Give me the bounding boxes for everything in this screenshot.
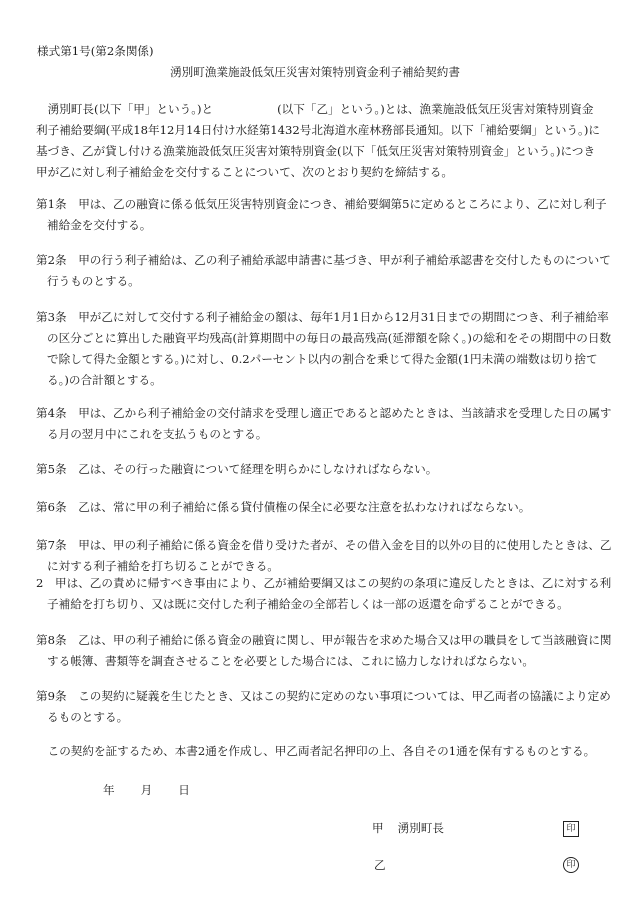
article-text: 乙は、常に甲の利子補給に係る貸付債権の保全に必要な注意を払わなければならない。	[78, 500, 531, 514]
article-label: 第2条	[36, 253, 67, 267]
article-2	[36, 250, 613, 292]
article-text: 甲は、乙の融資に係る低気圧災害特別資金につき、補給要綱第5に定めるところにより、乙に対し利子補給金を交付する。	[47, 197, 607, 232]
party-a-label: 甲	[372, 821, 384, 835]
article-5	[36, 459, 613, 480]
article-6	[36, 497, 613, 518]
preamble-part1: 湧別町長(以下「甲」という。)と	[47, 102, 214, 116]
form-number: 様式第1号(第2条関係)	[37, 44, 154, 58]
preamble-part2: (以下「乙」という。)とは、漁業施設低気圧災害対策特別資金利子補給要綱(平成18年12月14日付け水経第1432号北海道水産林務部長通知。以下「補給要綱」という。)に基づき、乙が貸し付ける漁業施設低気圧災害対策特別資金(以下「低気圧災害対策特別資金」という。)につき甲が乙に対し利子補給金を交付することについて、次のとおり契約を締結する。	[36, 102, 600, 179]
article-4	[36, 403, 613, 445]
article-text: 甲の行う利子補給は、乙の利子補給承認申請書に基づき、甲が利子補給承認書を交付したものについて行うものとする。	[47, 253, 611, 288]
article-text: 乙は、その行った融資について経理を明らかにしなければならない。	[78, 462, 438, 476]
article-7-paragraph-2	[36, 573, 613, 615]
article-text: この契約に疑義を生じたとき、又はこの契約に定めのない事項については、甲乙両者の協議により定めるものとする。	[47, 689, 611, 724]
article-1	[36, 194, 613, 236]
closing-statement: この契約を証するため、本書2通を作成し、甲乙両者記名押印の上、各自その1通を保有するものとする。	[47, 744, 596, 758]
preamble	[36, 99, 602, 183]
article-3	[36, 307, 613, 391]
date-day: 日	[178, 783, 190, 797]
party-a-seal-icon: 印	[563, 821, 579, 837]
date-month: 月	[140, 783, 153, 797]
article-text: 甲は、乙から利子補給金の交付請求を受理し適正であると認めたときは、当該請求を受理した日の属する月の翌月中にこれを支払うものとする。	[47, 406, 612, 441]
article-8	[36, 630, 613, 672]
article-label: 第8条	[36, 633, 67, 647]
party-b-label: 乙	[374, 858, 386, 872]
article-label: 第1条	[36, 197, 67, 211]
document-title: 湧別町漁業施設低気圧災害対策特別資金利子補給契約書	[170, 65, 460, 79]
article-label: 第3条	[36, 310, 67, 324]
article-label: 第5条	[36, 462, 67, 476]
article-text: 甲は、甲の利子補給に係る資金を借り受けた者が、その借入金を目的以外の目的に使用したときは、乙に対する利子補給を打ち切ることができる。	[47, 538, 612, 573]
article-text: 甲が乙に対して交付する利子補給金の額は、毎年1月1日から12月31日までの期間につき、利子補給率の区分ごとに算出した融資平均残高(計算期間中の毎日の最高残高(延滞額を除く。)の総和をその期間中の日数で除して得た金額とする。)に対し、0.2パーセント以内の割合を乗じて得た金額(1円未満の端数は切り捨てる。)の合計額とする。	[47, 310, 612, 387]
article-7	[36, 535, 613, 577]
paragraph-label: 2	[36, 576, 44, 590]
article-text: 乙は、甲の利子補給に係る資金の融資に関し、甲が報告を求めた場合又は甲の職員をして当該融資に関する帳簿、書類等を調査させることを必要とした場合には、これに協力しなければならない。	[47, 633, 612, 668]
article-label: 第6条	[36, 500, 67, 514]
article-label: 第7条	[36, 538, 67, 552]
party-a-signature	[372, 818, 444, 839]
date-year: 年	[103, 783, 115, 797]
article-text: 甲は、乙の責めに帰すべき事由により、乙が補給要綱又はこの契約の条項に違反したときは、乙に対する利子補給を打ち切り、又は既に交付した利子補給金の全部若しくは一部の返還を命ずることができる。	[47, 576, 612, 611]
article-9	[36, 686, 613, 728]
preamble-paragraph	[36, 99, 602, 183]
party-a-name: 湧別町長	[397, 821, 444, 835]
article-label: 第4条	[36, 406, 67, 420]
article-label: 第9条	[36, 689, 67, 703]
date-line	[103, 780, 190, 801]
party-b-seal-icon: 印	[563, 857, 579, 873]
party-b-signature	[374, 855, 386, 876]
